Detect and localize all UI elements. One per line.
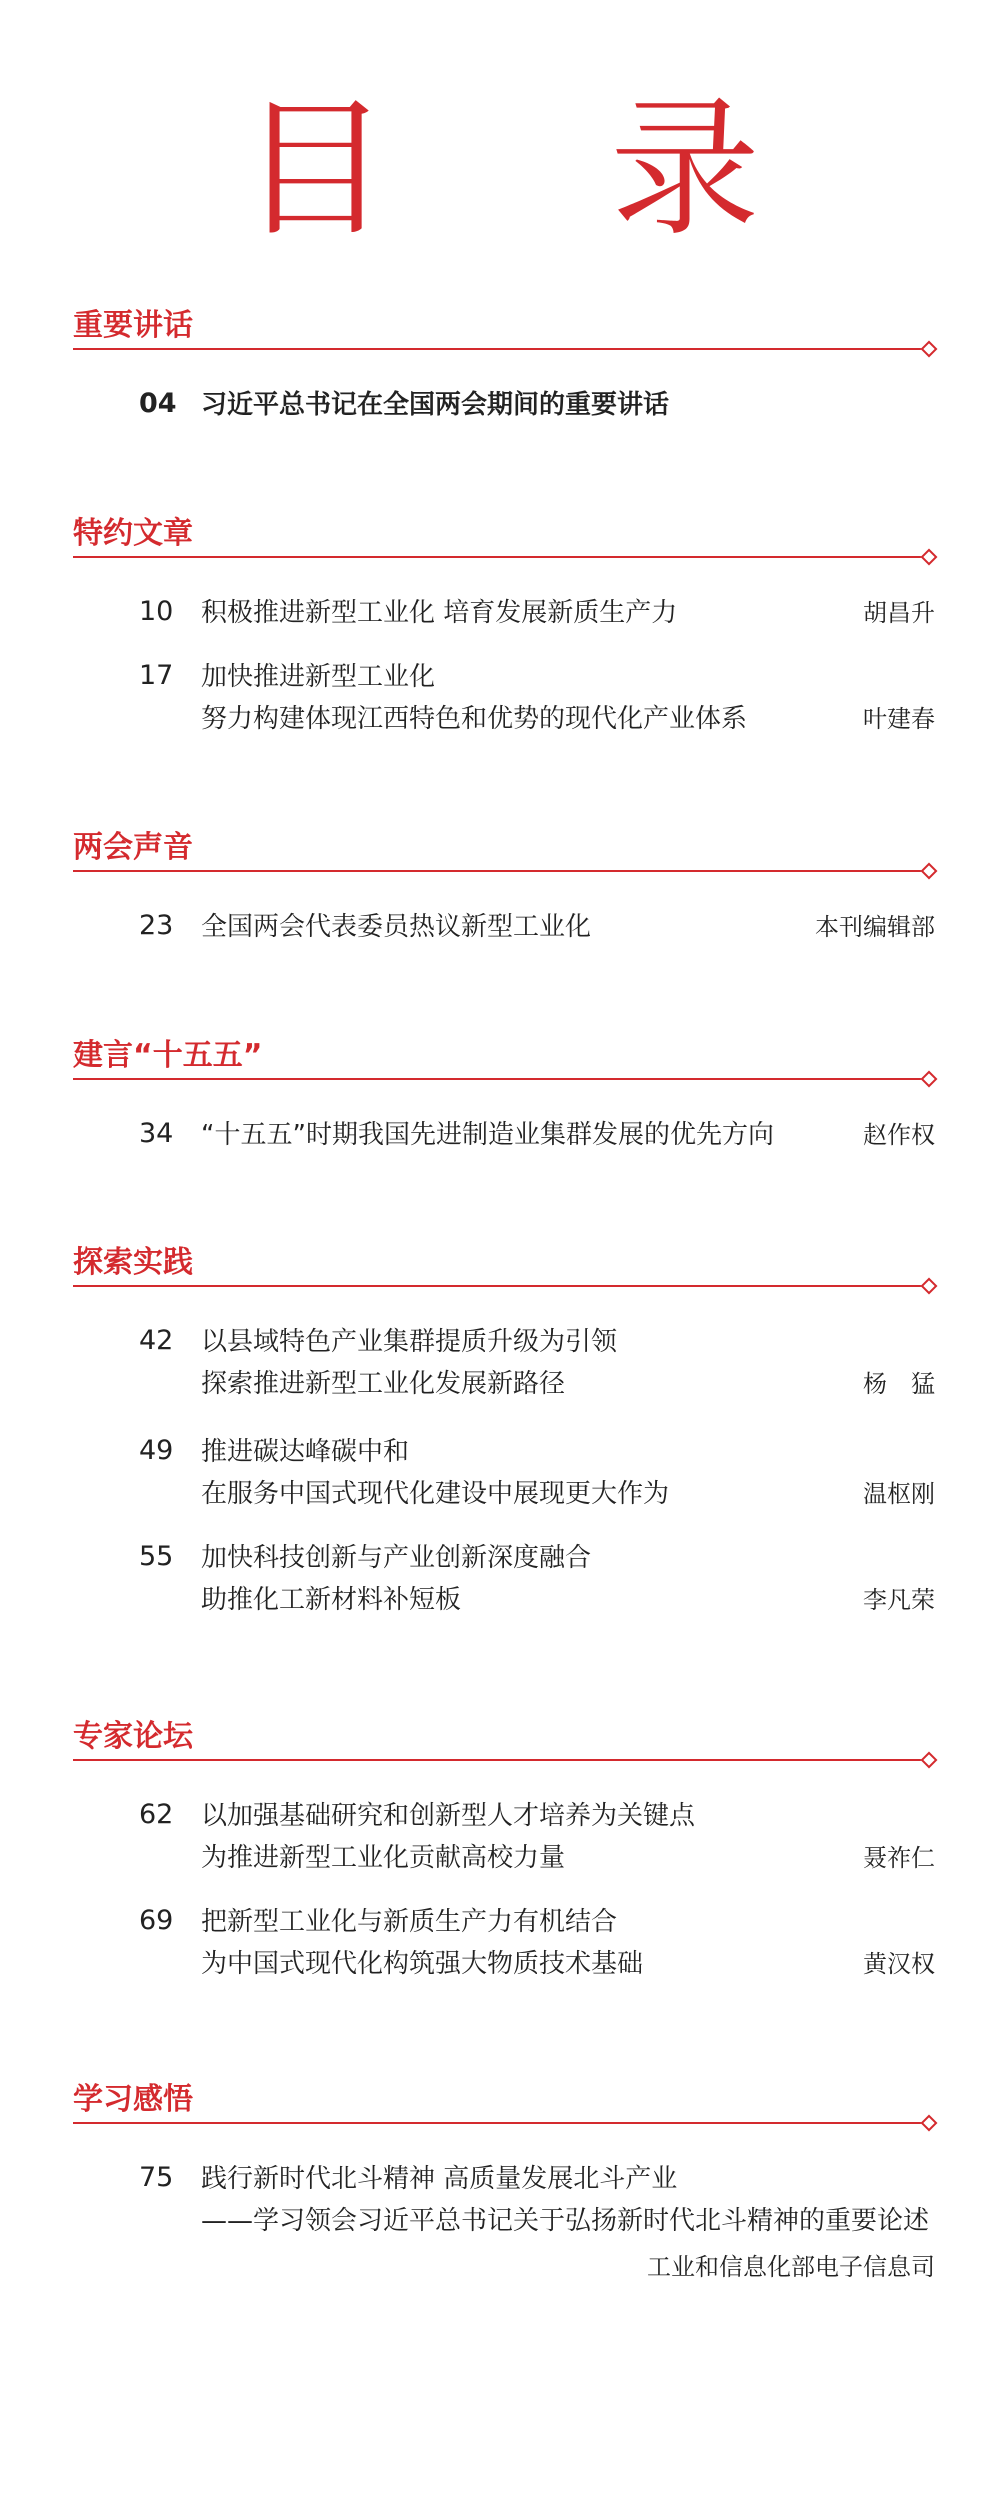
section-expert-forum [73,1717,935,1985]
section-fifteenth-plan [73,1036,935,1156]
page-number: 34 [139,1118,174,1149]
section-header [73,2080,935,2124]
diamond-icon [921,1071,938,1088]
page-number: 04 [139,388,177,419]
section-title: 建言“十五五” [73,1038,263,1073]
entry-title: 积极推进新型工业化 培育发展新质生产力 [201,598,678,628]
entry-title-line-1: 加快推进新型工业化 [201,662,436,692]
section-title: 学习感悟 [73,2082,193,2117]
entry-title-line-2: 助推化工新材料补短板 [201,1585,462,1615]
diamond-icon [921,863,938,880]
title-char-1: 目 [239,83,390,257]
toc-entry[interactable] [73,2158,935,2242]
page-number: 62 [139,1799,174,1830]
entry-title-line-1: 加快科技创新与产业创新深度融合 [201,1543,592,1573]
entry-title: 习近平总书记在全国两会期间的重要讲话 [201,390,670,420]
toc-entry[interactable] [73,656,935,740]
entry-title: 全国两会代表委员热议新型工业化 [201,912,592,942]
section-title: 两会声音 [73,830,193,865]
entry-author: 黄汉权 [863,1950,935,1978]
entry-author: 杨 猛 [863,1370,935,1398]
page-title [0,80,1000,260]
section-header [73,306,935,350]
section-divider [73,1759,925,1761]
section-title: 专家论坛 [73,1719,193,1754]
page-number: 42 [139,1325,174,1356]
section-divider [73,870,925,872]
section-exploration-practice [73,1243,935,1621]
diamond-icon [921,1278,938,1295]
entry-author: 聂祚仁 [863,1844,935,1872]
section-divider [73,348,925,350]
diamond-icon [921,2115,938,2132]
entry-title-line-2: 探索推进新型工业化发展新路径 [201,1369,566,1399]
entry-title-line-2: 为中国式现代化构筑强大物质技术基础 [201,1949,644,1979]
entry-title-line-2: 为推进新型工业化贡献高校力量 [201,1843,566,1873]
section-title: 重要讲话 [73,308,193,343]
page-number: 17 [139,660,174,691]
entry-title-line-1: 以县域特色产业集群提质升级为引领 [201,1327,618,1357]
entry-author: 温枢刚 [863,1480,935,1508]
page-number: 49 [139,1435,174,1466]
section-header [73,514,935,558]
toc-entry[interactable] [73,1321,935,1405]
toc-entry[interactable] [73,1901,935,1985]
entry-title-line-1: 以加强基础研究和创新型人才培养为关键点 [201,1801,696,1831]
section-title: 特约文章 [73,516,193,551]
section-header [73,828,935,872]
section-header [73,1036,935,1080]
toc-entry[interactable] [73,1114,935,1156]
entry-title-line-2: 努力构建体现江西特色和优势的现代化产业体系 [201,704,748,734]
entry-author: 李凡荣 [863,1586,935,1614]
entry-author: 工业和信息化部电子信息司 [647,2253,935,2281]
entry-title-line-1: 推进碳达峰碳中和 [201,1437,410,1467]
section-divider [73,1078,925,1080]
page-number: 69 [139,1905,174,1936]
page-number: 75 [139,2162,174,2193]
toc-entry[interactable] [73,906,935,948]
section-divider [73,2122,925,2124]
toc-entry[interactable] [73,1431,935,1515]
diamond-icon [921,341,938,358]
diamond-icon [921,1752,938,1769]
page-number: 23 [139,910,174,941]
entry-author: 赵作权 [863,1121,935,1149]
section-study-reflections [73,2080,935,2288]
section-title: 探索实践 [73,1245,193,1280]
entry-title-line-1: 践行新时代北斗精神 高质量发展北斗产业 [201,2164,678,2194]
entry-author: 胡昌升 [863,599,935,627]
toc-entry[interactable] [73,1537,935,1621]
section-header [73,1717,935,1761]
toc-entry[interactable] [73,384,935,426]
section-important-speech [73,306,935,426]
entry-author: 本刊编辑部 [815,913,935,941]
section-special-articles [73,514,935,740]
section-divider [73,1285,925,1287]
title-char-2: 录 [610,83,761,257]
toc-entry[interactable] [73,592,935,634]
entry-title-line-2: 在服务中国式现代化建设中展现更大作为 [201,1479,670,1509]
diamond-icon [921,549,938,566]
section-header [73,1243,935,1287]
page-number: 10 [139,596,174,627]
section-two-sessions [73,828,935,948]
toc-entry[interactable] [73,1795,935,1879]
entry-author: 叶建春 [863,705,935,733]
section-divider [73,556,925,558]
entry-title: “十五五”时期我国先进制造业集群发展的优先方向 [201,1120,774,1150]
entry-subtitle: ——学习领会习近平总书记关于弘扬新时代北斗精神的重要论述 [201,2206,930,2236]
entry-title-line-1: 把新型工业化与新质生产力有机结合 [201,1907,618,1937]
page-number: 55 [139,1541,174,1572]
